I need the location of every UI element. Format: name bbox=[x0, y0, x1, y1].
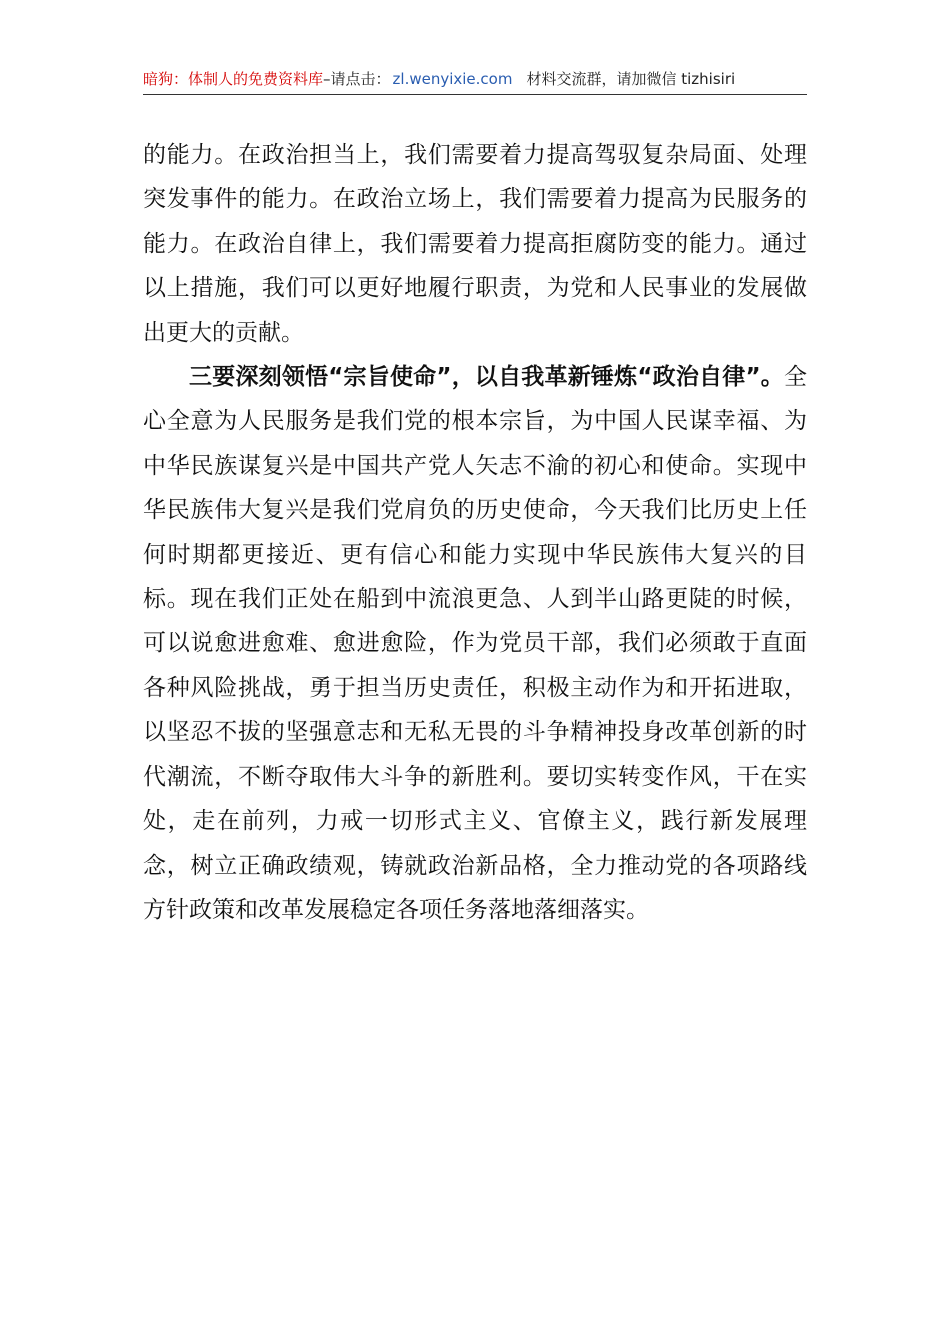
section-text: 全心全意为人民服务是我们党的根本宗旨，为中国人民谋幸福、为中华民族谋复兴是中国共产党人矢志不渝的初心和使命。实现中华民族伟大复兴是我们党肩负的历史使命，今天我们比历史上任何时期都更接近、更有信心和能力实现中华民族伟大复兴的目标。现在我们正处在船到中流浪更急、人到半山路更陡的时候，可以说愈进愈难、愈进愈险，作为党员干部，我们必须敢于直面各种风险挑战，勇于担当历史责任，积极主动作为和开拓进取，以坚忍不拔的坚强意志和无私无畏的斗争精神投身改革创新的时代潮流，不断夺取伟大斗争的新胜利。要切实转变作风，干在实处，走在前列，力戒一切形式主义、官僚主义，践行新发展理念，树立正确政绩观，铸就政治新品格，全力推动党的各项路线方针政策和改革发展稳定各项任务落地落细落实。 bbox=[143, 364, 807, 923]
paragraph-continuation: 的能力。在政治担当上，我们需要着力提高驾驭复杂局面、处理突发事件的能力。在政治立场上，我们需要着力提高为民服务的能力。在政治自律上，我们需要着力提高拒腐防变的能力。通过以上措施，我们可以更好地履行职责，为党和人民事业的发展做出更大的贡献。 bbox=[143, 142, 807, 346]
header-contact: 材料交流群，请加微信 tizhisiri bbox=[526, 70, 736, 88]
page-header bbox=[143, 68, 807, 95]
paragraph-section-three bbox=[143, 355, 807, 932]
header-link-label: –请点击： bbox=[323, 70, 391, 88]
section-heading: 三要深刻领悟“宗旨使命”，以自我革新锤炼“政治自律”。 bbox=[189, 364, 784, 391]
document-body bbox=[143, 133, 807, 932]
header-link[interactable]: zl.wenyixie.com bbox=[392, 70, 513, 88]
header-brand: 暗狗：体制人的免费资料库 bbox=[143, 70, 324, 88]
